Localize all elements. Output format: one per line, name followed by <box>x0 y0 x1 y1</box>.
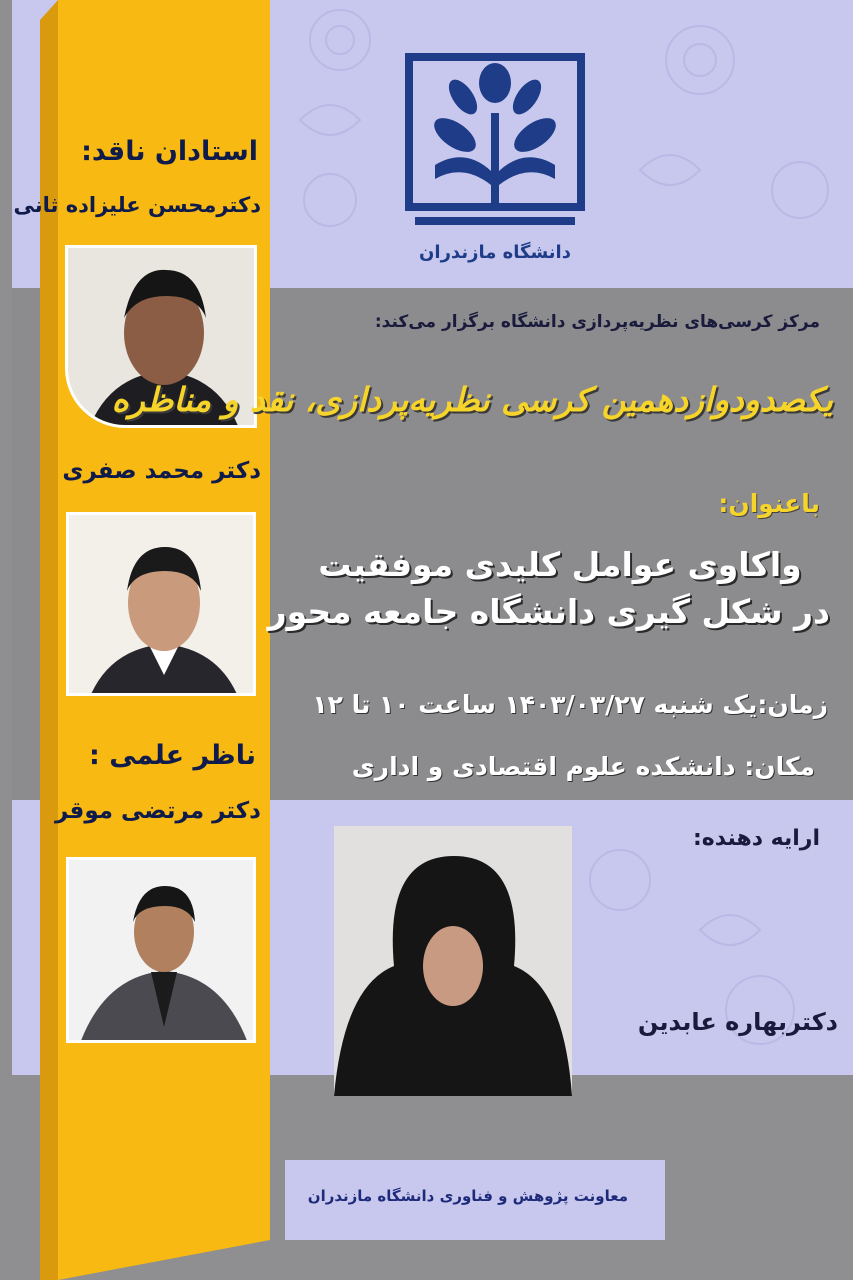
title-label: باعنوان: <box>718 489 820 518</box>
observer-name: دکتر مرتضی موقر <box>54 798 261 824</box>
event-title: یکصدودوازدهمین کرسی نظریه‌پردازی، نقد و مناظره <box>111 380 833 419</box>
university-logo-icon <box>405 53 585 233</box>
critic-2-photo <box>66 512 256 696</box>
topic-line-2: در شکل گیری دانشگاه جامعه محور <box>267 592 830 631</box>
event-headline: مرکز کرسی‌های نظریه‌پردازی دانشگاه برگزار می‌کند: <box>374 312 820 332</box>
presenter-photo <box>334 826 572 1096</box>
presenter-name: دکتربهاره عابدین <box>637 1008 838 1036</box>
presenter-label: ارایه دهنده: <box>692 826 820 851</box>
logo-caption: دانشگاه مازندران <box>419 242 571 263</box>
critics-heading: استادان ناقد: <box>81 136 258 167</box>
event-place: مکان: دانشکده علوم اقتصادی و اداری <box>351 752 815 781</box>
event-time: زمان:یک شنبه ۱۴۰۳/۰۳/۲۷ ساعت ۱۰ تا ۱۲ <box>312 690 828 719</box>
footer-text: معاونت پژوهش و فناوری دانشگاه مازندران <box>307 1187 628 1205</box>
critic-2-name: دکتر محمد صفری <box>62 458 261 484</box>
observer-photo <box>66 857 256 1043</box>
topic-line-1: واکاوی عوامل کلیدی موفقیت <box>318 545 802 584</box>
person-avatar-icon <box>334 826 572 1096</box>
observer-heading: ناظر علمی : <box>89 740 256 771</box>
person-avatar-icon <box>69 515 256 696</box>
critic-1-name: دکترمحسن علیزاده ثانی <box>13 193 261 217</box>
person-avatar-icon <box>69 860 256 1043</box>
